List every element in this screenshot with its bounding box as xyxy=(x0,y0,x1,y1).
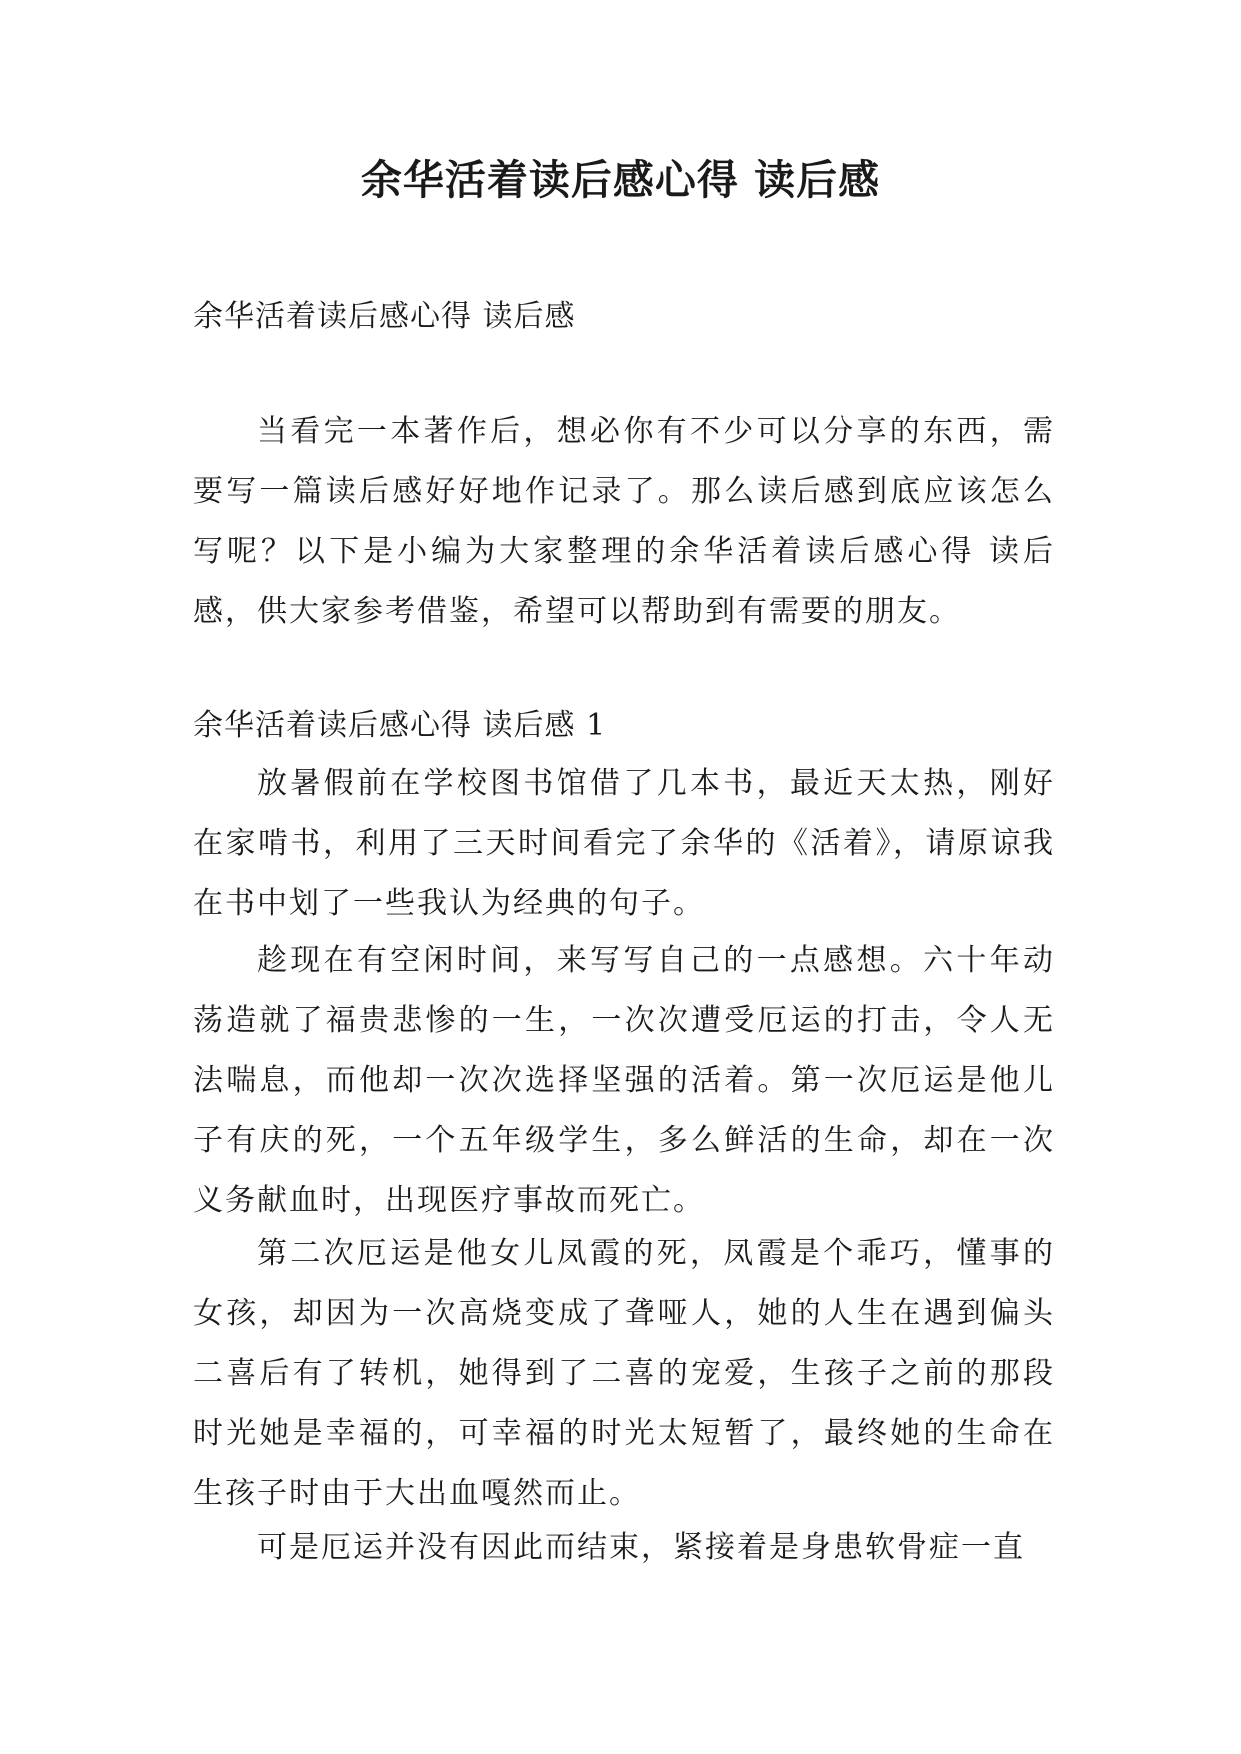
body-paragraph: 趁现在有空闲时间，来写写自己的一点感想。六十年动荡造就了福贵悲惨的一生，一次次遭受厄运的打击，令人无法喘息，而他却一次次选择坚强的活着。第一次厄运是他儿子有庆的死，一个五年级学生，多么鲜活的生命，却在一次义务献血时，出现医疗事故而死亡。 xyxy=(193,943,1055,1218)
section-heading: 余华活着读后感心得 读后感 1 xyxy=(193,708,607,743)
body-paragraph: 可是厄运并没有因此而结束，紧接着是身患软骨症一直 xyxy=(257,1530,1025,1565)
document-title: 余华活着读后感心得 读后感 xyxy=(360,156,881,204)
body-paragraph: 第二次厄运是他女儿凤霞的死，凤霞是个乖巧，懂事的女孩，却因为一次高烧变成了聋哑人，她的人生在遇到偏头二喜后有了转机，她得到了二喜的宠爱，生孩子之前的那段时光她是幸福的，可幸福的时光太短暂了，最终她的生命在生孩子时由于大出血嘎然而止。 xyxy=(193,1236,1055,1511)
document-subtitle: 余华活着读后感心得 读后感 xyxy=(193,299,576,334)
body-paragraph: 放暑假前在学校图书馆借了几本书，最近天太热，刚好在家啃书，利用了三天时间看完了余华的《活着》，请原谅我在书中划了一些我认为经典的句子。 xyxy=(193,766,1055,921)
intro-paragraph: 当看完一本著作后，想必你有不少可以分享的东西，需要写一篇读后感好好地作记录了。那么读后感到底应该怎么写呢？以下是小编为大家整理的余华活着读后感心得 读后感，供大家参考借鉴，希望可以帮助到有需要的朋友。 xyxy=(193,414,1055,629)
